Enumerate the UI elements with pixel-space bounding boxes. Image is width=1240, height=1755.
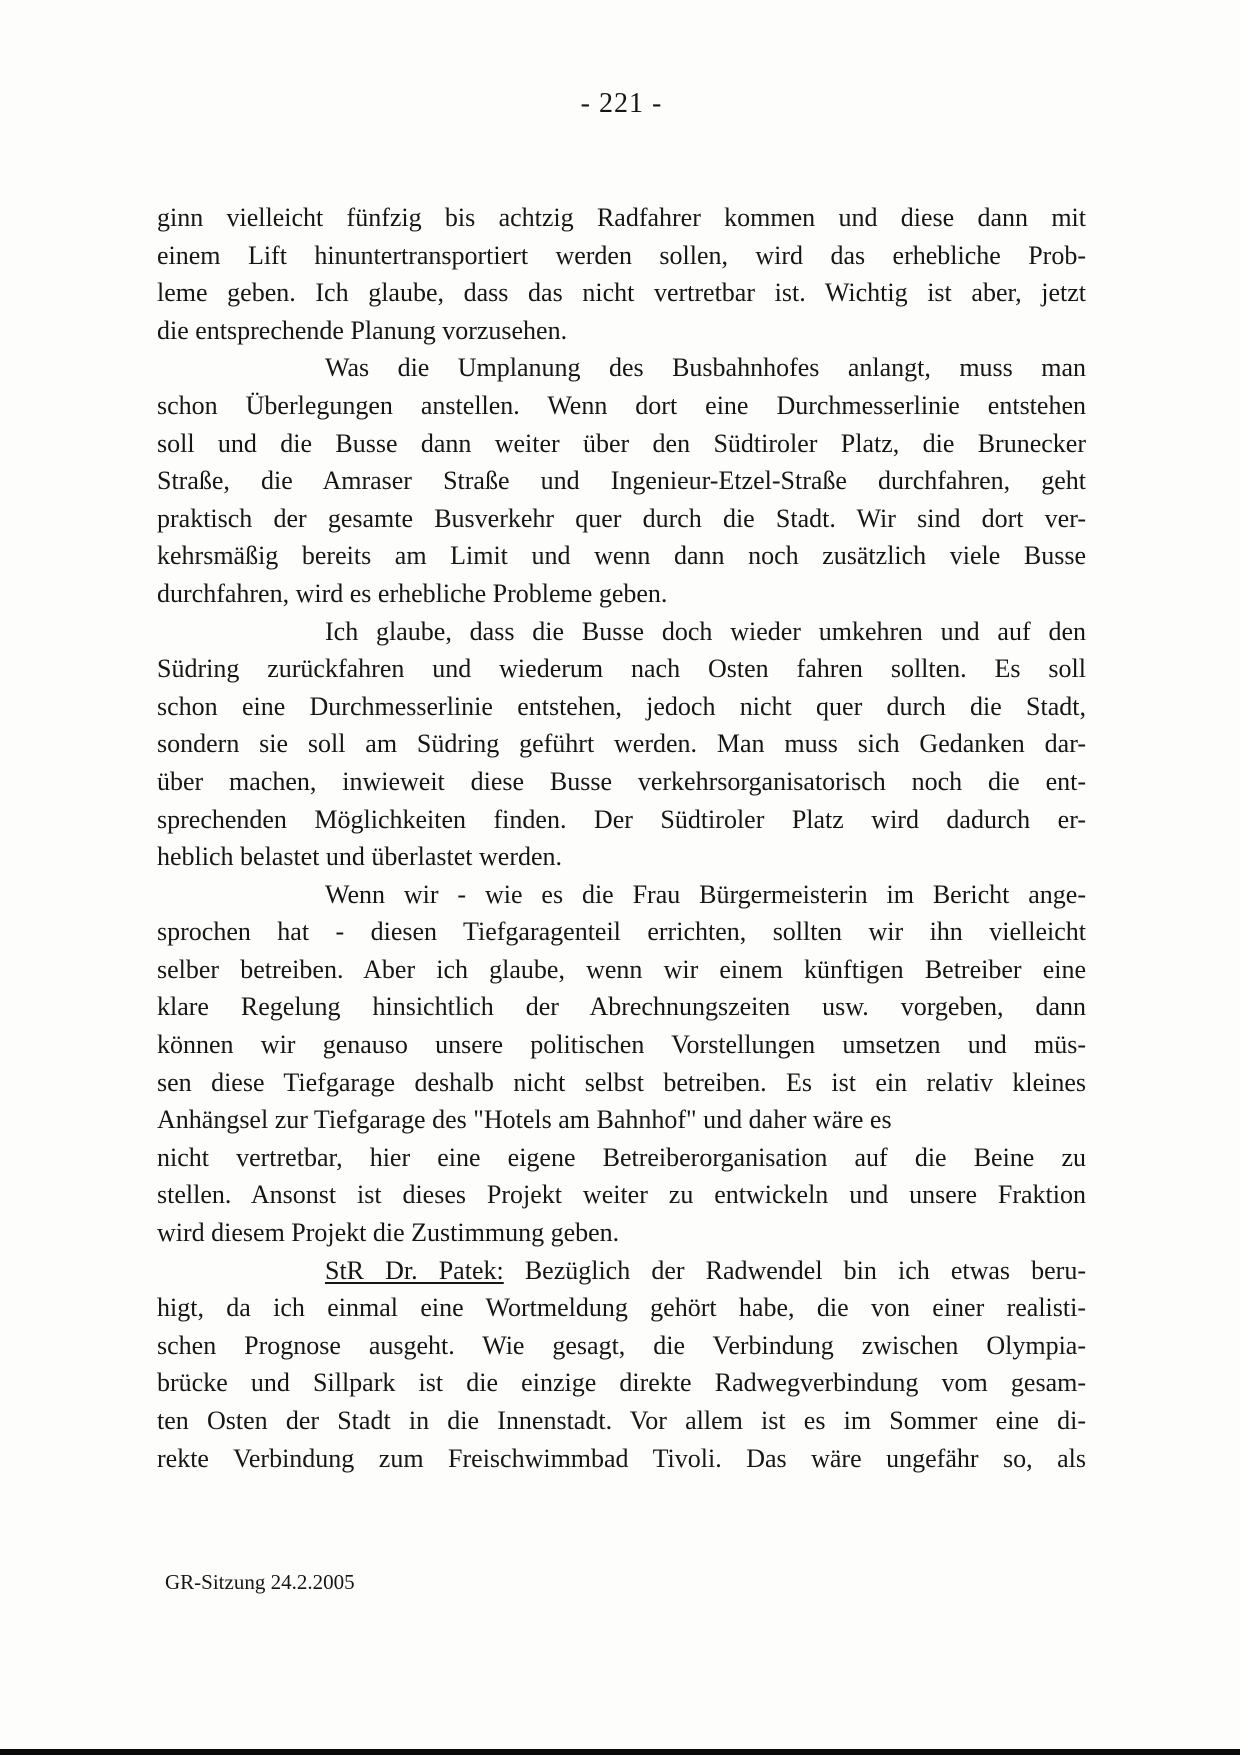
text-segment: schen Prognose ausgeht. Wie gesagt, die Verbindung zwischen Olympia- <box>157 1330 1086 1360</box>
text-line <box>157 1064 1086 1102</box>
text-line <box>157 951 1086 989</box>
text-segment: schon eine Durchmesserlinie entstehen, jedoch nicht quer durch die Stadt, <box>157 691 1086 721</box>
text-segment: brücke und Sillpark ist die einzige direkte Radwegverbindung vom gesam- <box>157 1368 1086 1398</box>
text-segment: Bezüglich der Radwendel bin ich etwas beru- <box>503 1255 1086 1285</box>
text-line <box>157 537 1086 575</box>
text-line <box>157 725 1086 763</box>
paragraph <box>157 876 1086 1252</box>
text-segment: Anhängsel zur Tiefgarage des "Hotels am Bahnhof" und daher wäre es <box>157 1105 892 1135</box>
text-segment: einem Lift hinuntertransportiert werden sollen, wird das erhebliche Prob- <box>157 240 1086 270</box>
text-line <box>157 500 1086 538</box>
text-line <box>157 199 1086 237</box>
text-line <box>157 876 1086 914</box>
text-segment: selber betreiben. Aber ich glaube, wenn wir einem künftigen Betreiber eine <box>157 954 1086 984</box>
text-segment: wird diesem Projekt die Zustimmung geben. <box>157 1218 620 1248</box>
text-line <box>157 1289 1086 1327</box>
text-segment: Straße, die Amraser Straße und Ingenieur-Etzel-Straße durchfahren, geht <box>157 466 1086 496</box>
text-segment: praktisch der gesamte Busverkehr quer durch die Stadt. Wir sind dort ver- <box>157 503 1086 533</box>
text-line <box>157 1026 1086 1064</box>
text-line <box>157 1139 1086 1177</box>
text-segment: Ich glaube, dass die Busse doch wieder umkehren und auf den <box>325 616 1086 646</box>
text-segment: sprechenden Möglichkeiten finden. Der Südtiroler Platz wird dadurch er- <box>157 804 1086 834</box>
text-line <box>157 1101 1086 1139</box>
text-line <box>157 1364 1086 1402</box>
text-line <box>157 1440 1086 1478</box>
text-segment: ginn vielleicht fünfzig bis achtzig Radfahrer kommen und diese dann mit <box>157 203 1086 232</box>
text-segment: durchfahren, wird es erhebliche Probleme geben. <box>157 578 668 608</box>
text-line <box>157 462 1086 500</box>
text-segment: sen diese Tiefgarage deshalb nicht selbst betreiben. Es ist ein relativ kleines <box>157 1067 1086 1097</box>
paragraph <box>157 613 1086 876</box>
text-segment: heblich belastet und überlastet werden. <box>157 842 563 872</box>
text-line <box>157 763 1086 801</box>
text-segment: Wenn wir - wie es die Frau Bürgermeisterin im Bericht ange- <box>325 879 1086 909</box>
text-line <box>157 274 1086 312</box>
text-segment: sondern sie soll am Südring geführt werden. Man muss sich Gedanken dar- <box>157 729 1086 759</box>
text-line <box>157 1252 1086 1290</box>
paragraph <box>157 1252 1086 1478</box>
text-segment: stellen. Ansonst ist dieses Projekt weiter zu entwickeln und unsere Fraktion <box>157 1180 1086 1210</box>
text-block <box>157 199 1086 1477</box>
page-number: - 221 - <box>580 88 663 119</box>
scan-edge-artifact <box>0 1749 1240 1755</box>
text-segment: sprochen hat - diesen Tiefgaragenteil errichten, sollten wir ihn vielleicht <box>157 917 1086 947</box>
text-segment: Was die Umplanung des Busbahnhofes anlangt, muss man <box>325 353 1086 383</box>
text-segment: soll und die Busse dann weiter über den Südtiroler Platz, die Brunecker <box>157 428 1086 458</box>
text-segment: ten Osten der Stadt in die Innenstadt. Vor allem ist es im Sommer eine di- <box>157 1406 1086 1435</box>
text-segment: higt, da ich einmal eine Wortmeldung gehört habe, die von einer realisti- <box>157 1293 1086 1323</box>
text-line <box>157 349 1086 387</box>
text-line <box>157 575 1086 613</box>
footer-note: GR-Sitzung 24.2.2005 <box>165 1570 355 1594</box>
text-segment: die entsprechende Planung vorzusehen. <box>157 315 568 345</box>
text-segment: klare Regelung hinsichtlich der Abrechnungszeiten usw. vorgeben, dann <box>157 992 1086 1022</box>
text-line <box>157 387 1086 425</box>
text-line <box>157 650 1086 688</box>
text-line <box>157 425 1086 463</box>
text-segment: über machen, inwieweit diese Busse verkehrsorganisatorisch noch die ent- <box>157 766 1086 796</box>
text-segment: rekte Verbindung zum Freischwimmbad Tivoli. Das wäre ungefähr so, als <box>157 1443 1086 1473</box>
text-segment: kehrsmäßig bereits am Limit und wenn dann noch zusätzlich viele Busse <box>157 541 1086 571</box>
paragraph <box>157 199 1086 349</box>
text-segment: nicht vertretbar, hier eine eigene Betreiberorganisation auf die Beine zu <box>157 1142 1086 1172</box>
text-line <box>157 1176 1086 1214</box>
text-line <box>157 688 1086 726</box>
paragraph <box>157 349 1086 612</box>
text-line <box>157 988 1086 1026</box>
text-segment: leme geben. Ich glaube, dass das nicht vertretbar ist. Wichtig ist aber, jetzt <box>157 278 1086 308</box>
text-segment: Südring zurückfahren und wiederum nach Osten fahren sollten. Es soll <box>157 654 1086 684</box>
text-line <box>157 801 1086 839</box>
text-line <box>157 237 1086 275</box>
text-line <box>157 1214 1086 1252</box>
text-segment: können wir genauso unsere politischen Vorstellungen umsetzen und müs- <box>157 1030 1086 1060</box>
text-line <box>157 1327 1086 1365</box>
text-line <box>157 1402 1086 1440</box>
text-line <box>157 312 1086 350</box>
speaker-name: StR Dr. Patek: <box>325 1255 504 1285</box>
text-line <box>157 613 1086 651</box>
text-segment: schon Überlegungen anstellen. Wenn dort eine Durchmesserlinie entstehen <box>157 390 1086 420</box>
text-line <box>157 913 1086 951</box>
text-line <box>157 838 1086 876</box>
